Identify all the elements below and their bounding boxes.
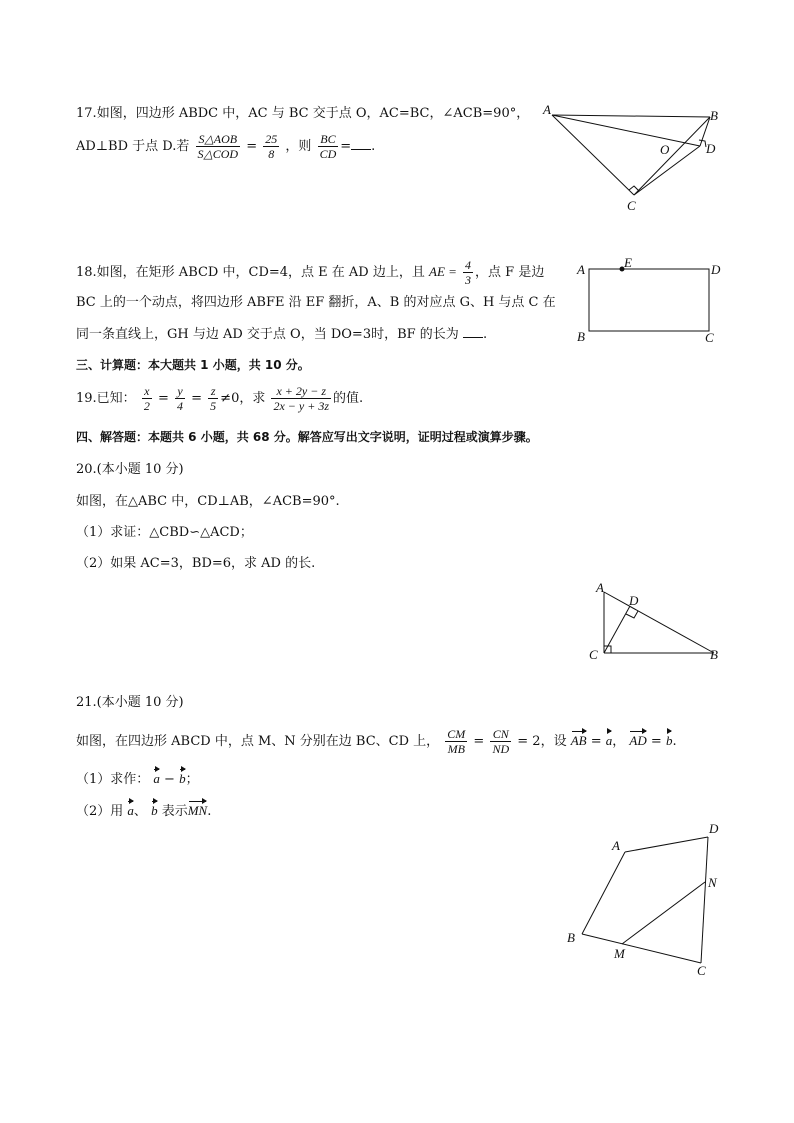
q18-ae: AE = bbox=[429, 264, 457, 279]
q19-expression: $\frac{x + 2y - z}{2x - y + 3z}$ bbox=[273, 384, 330, 413]
q20-figure bbox=[586, 578, 726, 666]
q17-text1: 17. bbox=[76, 106, 97, 121]
q18-text3: 同一条直线上，GH 与边 AD 交于点 O，当 DO=3时，BF 的长为 bbox=[76, 327, 459, 342]
q17-figure bbox=[540, 100, 730, 215]
q20-part2: （2）如果 AC=3，BD=6，求 AD 的长. bbox=[76, 556, 316, 571]
q21-part2: （2）用 a、 b 表示MN. bbox=[76, 799, 211, 820]
q17-value: $\frac{25}{8}$ bbox=[265, 132, 278, 161]
q17-pt-c: C bbox=[627, 198, 636, 213]
q17-line1 bbox=[76, 106, 529, 122]
q18-pt-c: C bbox=[705, 330, 714, 345]
q19-line: 19.已知： $\frac{x}{2}$ = $\frac{y}{4}$ = $\frac{z}{5}$ ≠0，求 $\frac{x + 2y - z}{2x - y + 3z}$ 的值. bbox=[76, 384, 364, 413]
q19-frac-y: $\frac{y}{4}$ bbox=[177, 384, 183, 413]
q18-text1b: ，点 F 是边 bbox=[475, 265, 545, 280]
q17-text2b: ，则 bbox=[285, 139, 312, 154]
q18-figure bbox=[574, 254, 734, 349]
q21-pt-c: C bbox=[697, 963, 706, 978]
q21-pt-m: M bbox=[614, 946, 625, 961]
q20-pt-d: D bbox=[629, 593, 639, 608]
q21-part1-vec-b: b bbox=[179, 767, 186, 787]
q21-frac-cm-mb: $\frac{CM}{MB}$ bbox=[447, 727, 466, 756]
section4-heading: 四、解答题：本题共 6 小题，共 68 分。解答应写出文字说明，证明过程或演算步骤。 bbox=[76, 430, 538, 444]
q21-figure bbox=[562, 818, 732, 980]
q18-answer-blank[interactable] bbox=[463, 327, 483, 338]
q21-header: 21.(本小题 10 分) bbox=[76, 695, 184, 710]
q18-ae-frac: $\frac{4}{3}$ bbox=[465, 258, 472, 287]
q18-text1a: 18.如图，在矩形 ABCD 中，CD=4，点 E 在 AD 边上，且 bbox=[76, 265, 425, 280]
q18-pt-b: B bbox=[577, 329, 585, 344]
q21-vec-ab: AB bbox=[571, 729, 587, 749]
q18-pt-a: A bbox=[577, 262, 585, 277]
q17-pt-a: A bbox=[543, 102, 551, 117]
q17-pt-d: D bbox=[706, 141, 716, 156]
q19-tail: 的值. bbox=[333, 391, 364, 406]
q21-pt-b: B bbox=[567, 930, 575, 945]
q21-line1: 如图，在四边形 ABCD 中，点 M、N 分别在边 BC、CD 上， $\frac{CM}{MB}$ = $\frac{CN}{ND}$ = 2，设 AB = a， AD = b. bbox=[76, 727, 677, 756]
q17-area-ratio: $\frac{\text{S△AOB}}{\text{S△COD}}$ bbox=[197, 132, 239, 161]
q20-pt-c: C bbox=[589, 647, 598, 662]
q21-pt-d: D bbox=[709, 821, 719, 836]
q19-frac-z: $\frac{z}{5}$ bbox=[210, 384, 217, 413]
q21-part2-label: （2）用 bbox=[76, 804, 124, 819]
q21-vec-ad: AD bbox=[629, 729, 646, 749]
q18-line1 bbox=[76, 258, 544, 287]
q17-eq: = bbox=[246, 139, 258, 154]
q21-vec-b: b bbox=[666, 729, 673, 749]
q17-pt-b: B bbox=[710, 108, 718, 123]
q17-line2: AD⊥BD 于点 D.若 $\frac{\text{S△AOB}}{\text{S△COD}}$ = $\frac{25}{8}$ ，则 $\frac{BC}{CD}$ = . bbox=[76, 132, 376, 161]
q21-part1: （1）求作： a − b； bbox=[76, 767, 199, 788]
q18-line2: BC 上的一个动点，将四边形 ABFE 沿 EF 翻折，A、B 的对应点 G、H 与点 C 在 bbox=[76, 295, 556, 310]
q21-part2-vec-a: a bbox=[127, 799, 134, 819]
q21-part2-vec-b: b bbox=[151, 799, 158, 819]
q17-text2a: AD⊥BD 于点 D.若 bbox=[76, 139, 190, 154]
q20-header: 20.(本小题 10 分) bbox=[76, 462, 184, 477]
section3-heading: 三、计算题：本大题共 1 小题，共 10 分。 bbox=[76, 358, 310, 372]
q19-frac-x: $\frac{x}{2}$ bbox=[143, 384, 150, 413]
q21-vec-mn: MN bbox=[188, 799, 208, 819]
q17-answer-blank[interactable] bbox=[351, 139, 371, 150]
q17-tail: = bbox=[340, 139, 352, 154]
q19-text-a: 19.已知： bbox=[76, 391, 136, 406]
q18-pt-d: D bbox=[711, 262, 721, 277]
q20-pt-a: A bbox=[596, 580, 604, 595]
q20-pt-b: B bbox=[710, 647, 718, 662]
q18-pt-e: E bbox=[624, 255, 632, 270]
q21-vec-a: a bbox=[606, 729, 613, 749]
q21-part1-label: （1）求作： bbox=[76, 772, 150, 787]
q20-line1: 如图，在△ABC 中，CD⊥AB，∠ACB=90°. bbox=[76, 494, 340, 509]
q21-text1b: = 2，设 bbox=[517, 734, 567, 749]
q21-part2-text: 表示 bbox=[161, 804, 188, 819]
q19-neq: ≠0，求 bbox=[220, 391, 266, 406]
q17-target: $\frac{BC}{CD}$ bbox=[319, 132, 337, 161]
q21-part1-vec-a: a bbox=[153, 767, 160, 787]
q21-frac-cn-nd: $\frac{CN}{ND}$ bbox=[492, 727, 510, 756]
q21-text1a: 如图，在四边形 ABCD 中，点 M、N 分别在边 BC、CD 上， bbox=[76, 734, 440, 749]
q17-pt-o: O bbox=[660, 142, 670, 157]
q21-pt-n: N bbox=[708, 875, 717, 890]
q18-line3: 同一条直线上，GH 与边 AD 交于点 O，当 DO=3时，BF 的长为 . bbox=[76, 327, 488, 342]
q21-pt-a: A bbox=[612, 838, 620, 853]
q17-text1b: 如图，四边形 ABDC 中，AC 与 BC 交于点 O，AC=BC，∠ACB=90°， bbox=[96, 106, 530, 121]
q20-part1: （1）求证：△CBD∽△ACD； bbox=[76, 525, 253, 540]
